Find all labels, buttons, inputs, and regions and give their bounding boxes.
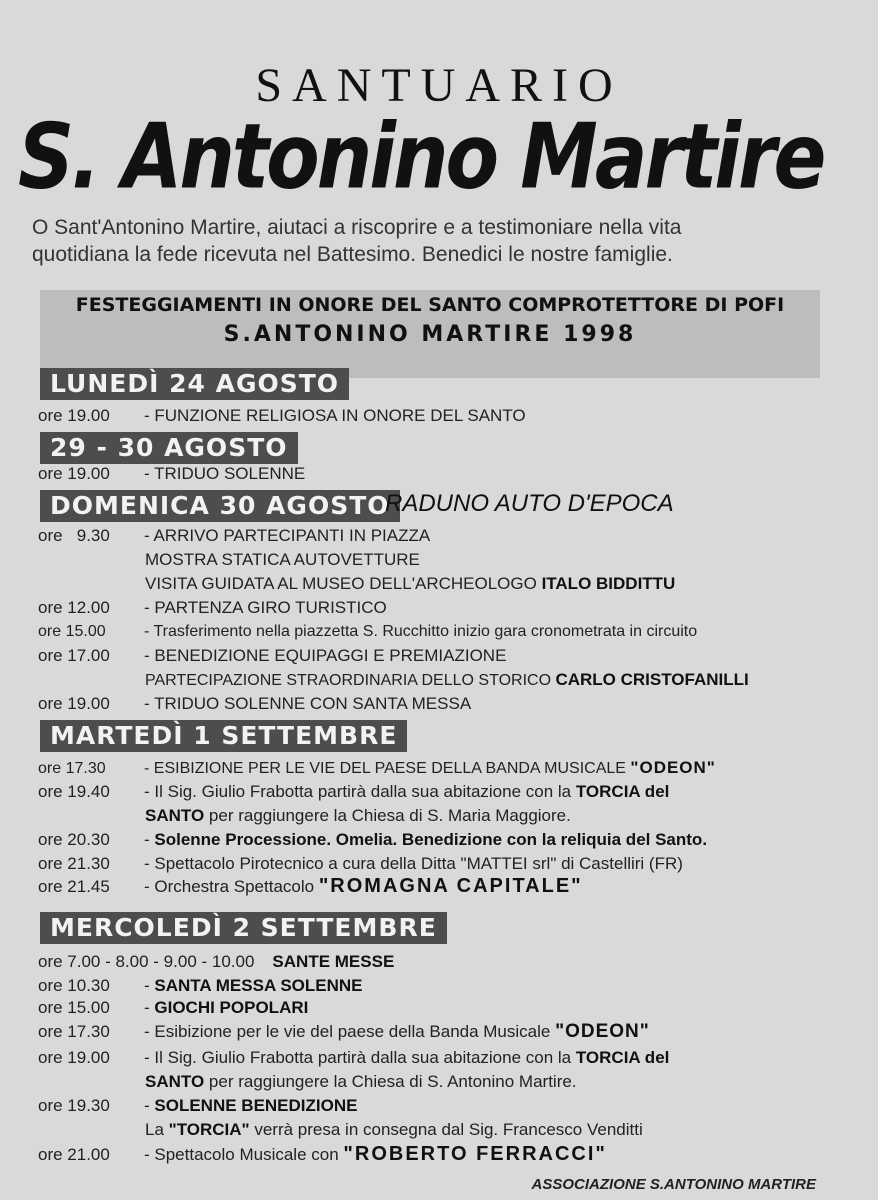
event-dash: - <box>144 998 155 1017</box>
event-text: Il Sig. Giulio Frabotta partirà dalla sua abitazione con la <box>154 782 576 801</box>
event-row <box>38 828 707 852</box>
event-highlight: "TORCIA" <box>168 1120 250 1139</box>
event-time: ore 10.30 <box>38 976 110 995</box>
poster-title-sanctuary: SANTUARIO <box>255 59 623 112</box>
event-continuation: MOSTRA STATICA AUTOVETTURE <box>145 550 420 569</box>
event-text: per raggiungere la Chiesa di S. Maria Maggiore. <box>204 806 571 825</box>
event-time: ore 19.00 <box>38 464 110 483</box>
festival-heading-line: FESTEGGIAMENTI IN ONORE DEL SANTO COMPROTETTORE DI POFI <box>75 294 785 316</box>
event-text: PARTECIPAZIONE STRAORDINARIA DELLO STORICO <box>145 672 556 689</box>
day-banner: 29 - 30 AGOSTO <box>40 432 298 464</box>
event-dash: - <box>144 623 154 640</box>
event-time: ore 17.30 <box>38 1022 110 1041</box>
event-dash: - <box>144 646 155 665</box>
event-row <box>38 644 506 668</box>
event-highlight: ITALO BIDDITTU <box>541 574 676 593</box>
event-dash: - <box>144 854 155 873</box>
event-row <box>38 404 526 428</box>
event-time: ore 19.00 <box>38 1048 110 1067</box>
event-text: Esibizione per le vie del paese della Banda Musicale <box>154 1022 556 1041</box>
event-row <box>38 780 669 804</box>
event-highlight: "ODEON" <box>555 1021 650 1042</box>
event-text: TRIDUO SOLENNE CON SANTA MESSA <box>154 694 472 713</box>
event-time: ore 21.00 <box>38 1145 110 1164</box>
event-dash: - <box>144 464 155 483</box>
day-banner: LUNEDÌ 24 AGOSTO <box>40 368 349 400</box>
event-text: Spettacolo Musicale con <box>154 1145 344 1164</box>
event-dash: - <box>144 877 155 896</box>
event-text: ESIBIZIONE PER LE VIE DEL PAESE DELLA BANDA MUSICALE <box>153 760 631 777</box>
event-row <box>38 950 394 974</box>
event-dash: - <box>144 1048 155 1067</box>
day-banner: MERCOLEDÌ 2 SETTEMBRE <box>40 912 447 944</box>
event-highlight: SANTA MESSA SOLENNE <box>154 976 363 995</box>
event-dash: - <box>144 406 155 425</box>
prayer-text <box>32 214 832 268</box>
event-dash: - <box>144 782 155 801</box>
event-dash: - <box>144 1096 155 1115</box>
event-time: ore 19.00 <box>38 694 110 713</box>
event-row <box>38 996 308 1020</box>
event-time: ore 19.40 <box>38 782 110 801</box>
event-text: PARTENZA GIRO TURISTICO <box>154 598 387 617</box>
event-continuation <box>145 1070 577 1094</box>
event-time: ore 15.00 <box>38 623 106 640</box>
event-row <box>38 596 387 620</box>
event-text: BENEDIZIONE EQUIPAGGI E PREMIAZIONE <box>154 646 507 665</box>
event-time: ore 7.00 - 8.00 - 9.00 - 10.00 <box>38 952 255 971</box>
event-text: Trasferimento nella piazzetta S. Rucchitto inizio gara cronometrata in circuito <box>153 623 698 640</box>
event-highlight: CARLO CRISTOFANILLI <box>555 670 749 689</box>
day-banner-subtitle: RADUNO AUTO D'EPOCA <box>385 490 674 517</box>
event-time: ore 9.30 <box>38 526 110 545</box>
day-banner: MARTEDÌ 1 SETTEMBRE <box>40 720 407 752</box>
event-continuation <box>145 1118 643 1142</box>
event-highlight: "ODEON" <box>630 758 716 777</box>
festival-heading <box>40 290 820 378</box>
event-text: FUNZIONE RELIGIOSA IN ONORE DEL SANTO <box>154 406 526 425</box>
event-dash: - <box>144 1022 155 1041</box>
event-row <box>38 620 697 644</box>
event-text: Spettacolo Pirotecnico a cura della Ditta "MATTEI srl" di Castelliri (FR) <box>154 854 683 873</box>
event-time: ore 19.00 <box>38 406 110 425</box>
festival-heading-line: S.ANTONINO MARTIRE 1998 <box>223 322 637 347</box>
event-time: ore 17.30 <box>38 760 106 777</box>
event-dash: - <box>144 694 155 713</box>
event-highlight: GIOCHI POPOLARI <box>154 998 309 1017</box>
organizer-credit: ASSOCIAZIONE S.ANTONINO MARTIRE <box>531 1176 816 1193</box>
event-row <box>38 874 583 899</box>
event-dash: - <box>144 976 155 995</box>
event-text: verrà presa in consegna dal Sig. Francesco Venditti <box>249 1120 643 1139</box>
event-time: ore 21.30 <box>38 854 110 873</box>
day-banner: DOMENICA 30 AGOSTO <box>40 490 400 522</box>
event-highlight: "ROBERTO FERRACCI" <box>343 1143 607 1165</box>
event-text: La <box>145 1120 169 1139</box>
poster-title-saint: S. Antonino Martire <box>18 106 824 210</box>
event-text: TRIDUO SOLENNE <box>154 464 306 483</box>
event-row <box>38 524 430 548</box>
event-dash: - <box>144 760 154 777</box>
event-time: ore 12.00 <box>38 598 110 617</box>
event-continuation <box>145 668 749 693</box>
event-highlight: TORCIA del <box>575 782 670 801</box>
event-time: ore 21.45 <box>38 877 110 896</box>
event-row <box>38 1142 607 1167</box>
event-dash: - <box>144 1145 155 1164</box>
event-row <box>38 1046 669 1070</box>
event-time: ore 15.00 <box>38 998 110 1017</box>
event-continuation <box>145 572 675 596</box>
event-time: ore 19.30 <box>38 1096 110 1115</box>
event-dash: - <box>144 830 155 849</box>
event-row <box>38 1020 650 1044</box>
event-row <box>38 462 305 486</box>
event-highlight: SANTO <box>145 1072 205 1091</box>
event-highlight: SANTE MESSE <box>272 952 395 971</box>
event-dash: - <box>144 526 154 545</box>
event-row <box>38 692 471 716</box>
event-highlight: SOLENNE BENEDIZIONE <box>154 1096 358 1115</box>
event-row <box>38 1094 357 1118</box>
event-row <box>38 756 716 781</box>
event-row <box>38 974 363 998</box>
event-row <box>38 852 683 876</box>
event-time: ore 17.00 <box>38 646 110 665</box>
event-highlight: TORCIA del <box>575 1048 670 1067</box>
prayer-line: quotidiana la fede ricevuta nel Battesimo. Benedici le nostre famiglie. <box>32 243 673 266</box>
event-text: ARRIVO PARTECIPANTI IN PIAZZA <box>153 526 431 545</box>
event-text: VISITA GUIDATA AL MUSEO DELL'ARCHEOLOGO <box>145 574 542 593</box>
event-dash: - <box>144 598 155 617</box>
event-highlight: "ROMAGNA CAPITALE" <box>318 875 583 897</box>
event-time: ore 20.30 <box>38 830 110 849</box>
event-highlight: Solenne Processione. Omelia. Benedizione con la reliquia del Santo. <box>154 830 708 849</box>
event-text: per raggiungere la Chiesa di S. Antonino Martire. <box>204 1072 577 1091</box>
prayer-line: O Sant'Antonino Martire, aiutaci a riscoprire e a testimoniare nella vita <box>32 216 682 239</box>
event-text: Orchestra Spettacolo <box>154 877 319 896</box>
event-highlight: SANTO <box>145 806 205 825</box>
event-text: Il Sig. Giulio Frabotta partirà dalla sua abitazione con la <box>154 1048 576 1067</box>
event-continuation <box>145 804 571 828</box>
